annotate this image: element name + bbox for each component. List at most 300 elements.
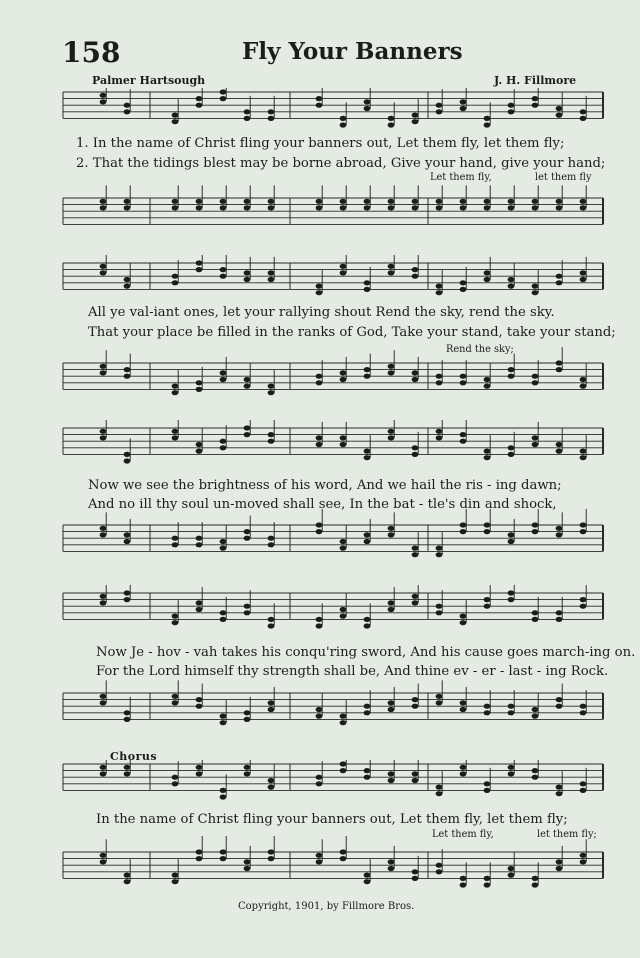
note-head [316, 714, 323, 719]
note-head [484, 270, 491, 275]
note-head [268, 384, 275, 389]
note-head [532, 610, 539, 615]
note-head [124, 452, 131, 457]
lyric-line-verse-2: And no ill thy soul un-moved shall see, In the bat - tle's din and shock, [88, 497, 557, 512]
note-head [388, 607, 395, 612]
note-head [412, 600, 419, 605]
note-head [124, 879, 131, 884]
note-head [532, 205, 539, 210]
note-head [316, 442, 323, 447]
note-head [172, 205, 179, 210]
note-head [220, 274, 227, 279]
note-head [508, 771, 515, 776]
note-head [244, 536, 251, 541]
note-head [364, 623, 371, 628]
note-head [100, 435, 107, 440]
note-head [556, 704, 563, 709]
cue-text: let them fly [535, 172, 592, 183]
note-head [244, 109, 251, 114]
note-head [100, 765, 107, 770]
note-head [484, 377, 491, 382]
note-head [364, 374, 371, 379]
note-head [268, 199, 275, 204]
note-head [436, 552, 443, 557]
note-head [340, 720, 347, 725]
music-system-2 [0, 255, 640, 415]
note-head [412, 546, 419, 551]
note-head [124, 590, 131, 595]
note-head [532, 714, 539, 719]
note-head [412, 697, 419, 702]
note-head [316, 781, 323, 786]
note-head [244, 116, 251, 121]
note-head [364, 710, 371, 715]
cue-text: let them fly; [537, 829, 597, 840]
note-head [532, 435, 539, 440]
note-head [508, 539, 515, 544]
note-head [268, 277, 275, 282]
note-head [436, 109, 443, 114]
lyric-line-verse-2: 2. That the tidings blest may be borne abroad, Give your hand, give your hand; [76, 156, 606, 171]
note-head [364, 455, 371, 460]
lyric-line-verse-2: For the Lord himself thy strength shall be, And thine ev - er - last - ing Rock. [96, 664, 609, 679]
note-head [316, 617, 323, 622]
note-head [580, 710, 587, 715]
note-head [388, 116, 395, 121]
note-head [196, 536, 203, 541]
note-head [388, 199, 395, 204]
note-head [220, 205, 227, 210]
note-head [172, 620, 179, 625]
note-head [364, 617, 371, 622]
note-head [196, 765, 203, 770]
note-head [436, 700, 443, 705]
note-head [484, 781, 491, 786]
note-head [556, 610, 563, 615]
note-head [316, 853, 323, 858]
note-head [484, 116, 491, 121]
note-head [124, 458, 131, 463]
note-head [484, 199, 491, 204]
note-head [124, 284, 131, 289]
note-head [244, 529, 251, 534]
note-head [124, 103, 131, 108]
note-head [412, 452, 419, 457]
note-head [196, 267, 203, 272]
note-head [364, 367, 371, 372]
note-head [244, 199, 251, 204]
chorus-label: Chorus [110, 750, 158, 763]
note-head [124, 597, 131, 602]
note-head [484, 277, 491, 282]
note-head [316, 529, 323, 534]
note-head [244, 610, 251, 615]
note-head [580, 377, 587, 382]
note-head [556, 199, 563, 204]
note-head [124, 710, 131, 715]
note-head [436, 604, 443, 609]
note-head [196, 380, 203, 385]
note-head [484, 876, 491, 881]
note-head [484, 710, 491, 715]
note-head [556, 617, 563, 622]
note-head [532, 96, 539, 101]
note-head [364, 775, 371, 780]
lyric-line-verse-1: Now we see the brightness of his word, And we hail the ris - ing dawn; [88, 478, 562, 493]
note-head [460, 700, 467, 705]
note-head [412, 377, 419, 382]
note-head [484, 882, 491, 887]
note-head [412, 552, 419, 557]
note-head [196, 387, 203, 392]
note-head [244, 710, 251, 715]
note-head [220, 714, 227, 719]
lyric-line-chorus: In the name of Christ fling your banners out, Let them fly, let them fly; [96, 812, 568, 827]
note-head [100, 594, 107, 599]
note-head [244, 866, 251, 871]
note-head [172, 429, 179, 434]
note-head [244, 859, 251, 864]
note-head [460, 707, 467, 712]
note-head [220, 445, 227, 450]
note-head [100, 270, 107, 275]
note-head [388, 532, 395, 537]
note-head [460, 522, 467, 527]
cue-text: Let them fly, [430, 172, 492, 183]
note-head [316, 435, 323, 440]
note-head [436, 610, 443, 615]
note-head [244, 377, 251, 382]
note-head [172, 390, 179, 395]
note-head [556, 859, 563, 864]
note-head [340, 546, 347, 551]
note-head [580, 109, 587, 114]
note-head [484, 205, 491, 210]
note-head [436, 380, 443, 385]
note-head [388, 600, 395, 605]
note-head [556, 205, 563, 210]
note-head [340, 714, 347, 719]
note-head [340, 768, 347, 773]
note-head [220, 794, 227, 799]
note-head [508, 765, 515, 770]
note-head [268, 707, 275, 712]
note-head [388, 364, 395, 369]
note-head [436, 863, 443, 868]
note-head [244, 432, 251, 437]
note-head [580, 522, 587, 527]
note-head [220, 199, 227, 204]
note-head [508, 199, 515, 204]
note-head [172, 542, 179, 547]
note-head [340, 377, 347, 382]
note-head [436, 205, 443, 210]
note-head [436, 791, 443, 796]
note-head [436, 869, 443, 874]
note-head [436, 284, 443, 289]
note-head [100, 694, 107, 699]
note-head [412, 778, 419, 783]
note-head [172, 781, 179, 786]
note-head [460, 374, 467, 379]
note-head [340, 435, 347, 440]
note-head [532, 522, 539, 527]
note-head [484, 704, 491, 709]
note-head [220, 617, 227, 622]
note-head [124, 277, 131, 282]
note-head [268, 542, 275, 547]
note-head [484, 597, 491, 602]
note-head [580, 604, 587, 609]
note-head [460, 380, 467, 385]
note-head [316, 103, 323, 108]
note-head [532, 199, 539, 204]
note-head [172, 536, 179, 541]
hymn-title: Fly Your Banners [242, 38, 463, 65]
note-head [220, 546, 227, 551]
note-head [268, 270, 275, 275]
note-head [196, 607, 203, 612]
note-head [220, 849, 227, 854]
note-head [532, 103, 539, 108]
note-head [340, 264, 347, 269]
note-head [532, 529, 539, 534]
note-head [124, 873, 131, 878]
note-head [172, 614, 179, 619]
note-head [340, 856, 347, 861]
note-head [220, 439, 227, 444]
note-head [556, 280, 563, 285]
note-head [220, 788, 227, 793]
note-head [172, 873, 179, 878]
note-head [124, 717, 131, 722]
note-head [124, 109, 131, 114]
note-head [268, 390, 275, 395]
note-head [436, 374, 443, 379]
note-head [388, 205, 395, 210]
note-head [100, 364, 107, 369]
note-head [220, 539, 227, 544]
note-head [220, 370, 227, 375]
note-head [508, 284, 515, 289]
note-head [460, 106, 467, 111]
note-head [508, 710, 515, 715]
note-head [316, 96, 323, 101]
note-head [556, 442, 563, 447]
note-head [196, 205, 203, 210]
note-head [460, 432, 467, 437]
note-head [484, 604, 491, 609]
note-head [220, 89, 227, 94]
note-head [388, 270, 395, 275]
note-head [100, 93, 107, 98]
note-head [388, 778, 395, 783]
note-head [436, 694, 443, 699]
note-head [172, 113, 179, 118]
note-head [388, 429, 395, 434]
note-head [556, 532, 563, 537]
note-head [508, 866, 515, 871]
note-head [388, 859, 395, 864]
note-head [412, 594, 419, 599]
note-head [388, 700, 395, 705]
note-head [316, 380, 323, 385]
note-head [244, 384, 251, 389]
note-head [268, 109, 275, 114]
note-head [340, 205, 347, 210]
note-head [484, 529, 491, 534]
note-head [196, 697, 203, 702]
note-head [556, 449, 563, 454]
note-head [556, 274, 563, 279]
note-head [196, 771, 203, 776]
note-head [556, 785, 563, 790]
note-head [532, 882, 539, 887]
note-head [316, 199, 323, 204]
note-head [196, 260, 203, 265]
note-head [220, 720, 227, 725]
note-head [532, 380, 539, 385]
note-head [412, 119, 419, 124]
note-head [412, 370, 419, 375]
note-head [172, 435, 179, 440]
note-head [412, 876, 419, 881]
note-head [364, 704, 371, 709]
cue-text: Let them fly, [432, 829, 494, 840]
note-head [508, 109, 515, 114]
note-head [196, 704, 203, 709]
note-head [364, 449, 371, 454]
note-head [340, 116, 347, 121]
note-head [268, 785, 275, 790]
note-head [508, 205, 515, 210]
note-head [244, 205, 251, 210]
note-head [196, 849, 203, 854]
note-head [340, 370, 347, 375]
note-head [172, 384, 179, 389]
note-head [484, 788, 491, 793]
note-head [412, 704, 419, 709]
note-head [388, 707, 395, 712]
note-head [436, 199, 443, 204]
note-head [196, 856, 203, 861]
note-head [100, 99, 107, 104]
note-head [436, 429, 443, 434]
note-head [364, 99, 371, 104]
note-head [124, 771, 131, 776]
note-head [484, 122, 491, 127]
note-head [412, 267, 419, 272]
note-head [556, 526, 563, 531]
note-head [436, 290, 443, 295]
note-head [340, 442, 347, 447]
note-head [460, 771, 467, 776]
note-head [172, 280, 179, 285]
note-head [100, 429, 107, 434]
note-head [508, 445, 515, 450]
note-head [580, 704, 587, 709]
note-head [100, 526, 107, 531]
note-head [244, 765, 251, 770]
note-head [268, 623, 275, 628]
note-head [508, 452, 515, 457]
lyric-line-verse-2: That your place be filled in the ranks of God, Take your stand, take your stand; [88, 325, 616, 340]
note-head [124, 765, 131, 770]
note-head [172, 694, 179, 699]
note-head [388, 122, 395, 127]
note-head [316, 859, 323, 864]
note-head [364, 106, 371, 111]
note-head [508, 277, 515, 282]
note-head [388, 771, 395, 776]
note-head [268, 536, 275, 541]
note-head [268, 778, 275, 783]
note-head [484, 455, 491, 460]
note-head [556, 791, 563, 796]
note-head [100, 859, 107, 864]
note-head [508, 532, 515, 537]
note-head [580, 277, 587, 282]
note-head [244, 425, 251, 430]
hymn-number: 158 [62, 36, 121, 69]
note-head [364, 873, 371, 878]
note-head [196, 199, 203, 204]
note-head [100, 264, 107, 269]
note-head [196, 542, 203, 547]
note-head [172, 119, 179, 124]
note-head [436, 435, 443, 440]
note-head [316, 374, 323, 379]
note-head [508, 103, 515, 108]
note-head [460, 882, 467, 887]
note-head [556, 106, 563, 111]
note-head [412, 869, 419, 874]
note-head [220, 96, 227, 101]
note-head [316, 205, 323, 210]
note-head [268, 432, 275, 437]
note-head [388, 264, 395, 269]
note-head [220, 856, 227, 861]
note-head [556, 866, 563, 871]
note-head [460, 765, 467, 770]
note-head [268, 205, 275, 210]
note-head [460, 287, 467, 292]
note-head [460, 99, 467, 104]
note-head [388, 526, 395, 531]
note-head [100, 771, 107, 776]
note-head [532, 876, 539, 881]
note-head [580, 529, 587, 534]
note-head [532, 284, 539, 289]
author-credit: Palmer Hartsough [92, 74, 206, 87]
note-head [340, 607, 347, 612]
note-head [580, 853, 587, 858]
note-head [484, 384, 491, 389]
note-head [268, 116, 275, 121]
lyric-line-verse-1: 1. In the name of Christ fling your banners out, Let them fly, let them fly; [76, 136, 565, 151]
note-head [100, 370, 107, 375]
note-head [316, 290, 323, 295]
note-head [100, 205, 107, 210]
note-head [316, 775, 323, 780]
note-head [436, 785, 443, 790]
note-head [556, 697, 563, 702]
note-head [508, 590, 515, 595]
note-head [316, 284, 323, 289]
note-head [124, 374, 131, 379]
lyric-line-verse-1: Now Je - hov - vah takes his conqu'ring sword, And his cause goes march-ing on. [96, 645, 636, 660]
note-head [244, 604, 251, 609]
